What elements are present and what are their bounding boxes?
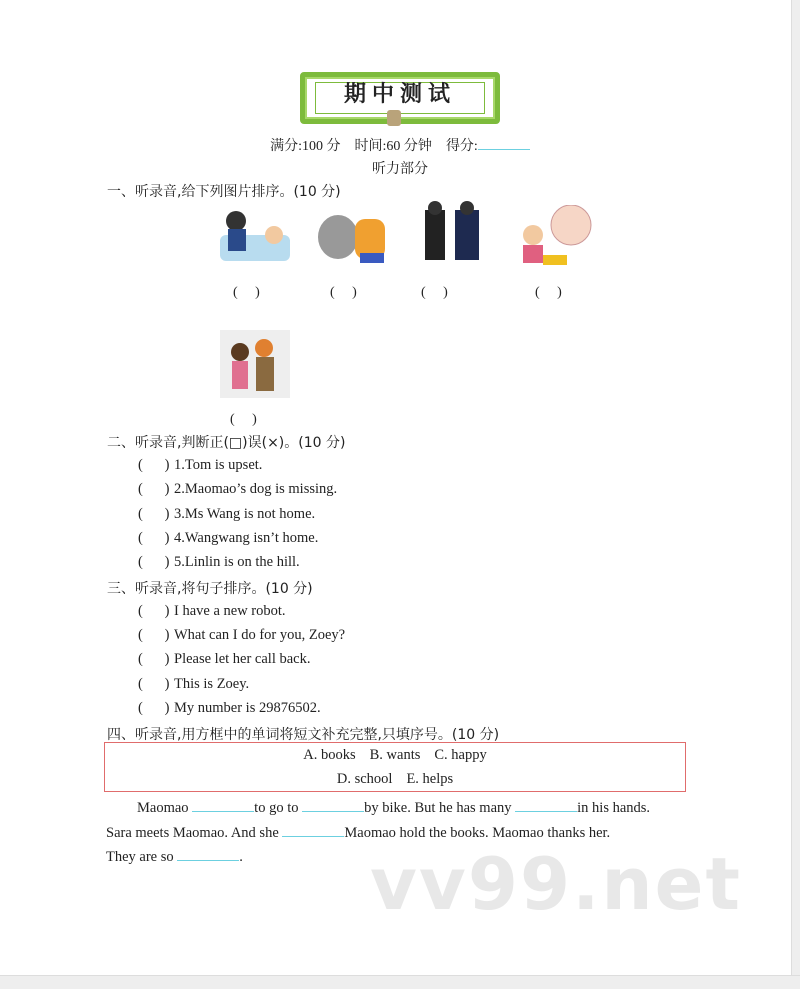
item-text: 2.Maomao’s dog is missing. bbox=[174, 481, 338, 497]
list-item bbox=[138, 457, 262, 474]
item-text: I have a new robot. bbox=[174, 603, 286, 619]
time-limit: 时间:60 分钟 bbox=[354, 139, 432, 154]
passage-text: in his hands. bbox=[577, 800, 651, 816]
item-text: 3.Ms Wang is not home. bbox=[174, 506, 316, 522]
fill-blank-1[interactable] bbox=[192, 799, 254, 812]
word-box bbox=[104, 742, 686, 792]
list-item bbox=[138, 530, 318, 547]
passage-text: Sara meets Maomao. And she bbox=[106, 824, 283, 841]
full-score: 满分:100 分 bbox=[270, 139, 341, 154]
score-label: 得分: bbox=[445, 139, 478, 154]
answer-blank-5[interactable]: ( ) bbox=[230, 412, 257, 427]
list-item bbox=[138, 627, 345, 644]
page-title: 期中测试 bbox=[315, 82, 485, 114]
picture-children-door bbox=[218, 328, 293, 400]
answer-paren[interactable]: ( ) bbox=[138, 627, 170, 643]
list-item bbox=[138, 700, 321, 717]
answer-blank-3[interactable]: ( ) bbox=[421, 285, 448, 300]
answer-paren[interactable]: ( ) bbox=[138, 700, 170, 716]
picture-elephant-tiger bbox=[310, 205, 392, 265]
score-field[interactable] bbox=[478, 137, 530, 150]
list-item bbox=[138, 676, 249, 693]
list-item bbox=[138, 651, 310, 668]
item-text: My number is 29876502. bbox=[174, 700, 321, 716]
passage-text: . bbox=[239, 849, 243, 865]
list-item bbox=[138, 603, 286, 620]
section-part: 听力部分 bbox=[372, 162, 428, 177]
item-text: 5.Linlin is on the hill. bbox=[174, 554, 300, 570]
list-item bbox=[138, 481, 337, 498]
fill-blank-5[interactable] bbox=[177, 848, 239, 861]
watermark: vv99.net bbox=[370, 842, 742, 926]
picture-phone-call bbox=[515, 205, 597, 265]
exam-meta bbox=[0, 135, 800, 155]
answer-blank-4[interactable]: ( ) bbox=[535, 285, 562, 300]
answer-blank-2[interactable]: ( ) bbox=[330, 285, 357, 300]
list-item bbox=[138, 506, 315, 523]
answer-paren[interactable]: ( ) bbox=[138, 457, 170, 473]
item-text: 1.Tom is upset. bbox=[174, 457, 263, 473]
section-4-heading: 四、听录音,用方框中的单词将短文补充完整,只填序号。(10 分) bbox=[107, 727, 500, 743]
fill-blank-2[interactable] bbox=[302, 799, 364, 812]
item-text: This is Zoey. bbox=[174, 676, 250, 692]
answer-paren[interactable]: ( ) bbox=[138, 506, 170, 522]
answer-paren[interactable]: ( ) bbox=[138, 554, 170, 570]
option: D. school bbox=[336, 771, 393, 787]
section-2-heading: 二、听录音,判断正(□)误(×)。(10 分) bbox=[107, 435, 346, 451]
option: B. wants bbox=[369, 747, 421, 763]
option: E. helps bbox=[406, 771, 454, 787]
list-item bbox=[138, 554, 300, 571]
passage-text: to go to bbox=[254, 800, 303, 816]
item-text: Please let her call back. bbox=[174, 651, 311, 667]
fill-blank-3[interactable] bbox=[515, 799, 577, 812]
option: A. books bbox=[303, 747, 356, 763]
picture-two-men bbox=[415, 200, 497, 260]
section-3-heading: 三、听录音,将句子排序。(10 分) bbox=[107, 581, 313, 597]
answer-paren[interactable]: ( ) bbox=[138, 651, 170, 667]
answer-paren[interactable]: ( ) bbox=[138, 676, 170, 692]
section-1-heading: 一、听录音,给下列图片排序。(10 分) bbox=[107, 184, 341, 200]
fill-blank-4[interactable] bbox=[282, 824, 344, 837]
option: C. happy bbox=[434, 747, 487, 763]
page-edge-bottom bbox=[0, 975, 800, 989]
passage-text: They are so bbox=[106, 849, 178, 865]
answer-blank-1[interactable]: ( ) bbox=[233, 285, 260, 300]
picture-sick-child bbox=[216, 205, 298, 265]
banner-tag-icon bbox=[387, 110, 401, 126]
passage-text: Maomao hold the books. Maomao thanks her. bbox=[344, 824, 611, 841]
item-text: 4.Wangwang isn’t home. bbox=[174, 530, 319, 546]
answer-paren[interactable]: ( ) bbox=[138, 481, 170, 497]
passage-text: by bike. But he has many bbox=[364, 800, 516, 816]
answer-paren[interactable]: ( ) bbox=[138, 530, 170, 546]
answer-paren[interactable]: ( ) bbox=[138, 603, 170, 619]
item-text: What can I do for you, Zoey? bbox=[174, 627, 346, 643]
passage-text: Maomao bbox=[137, 800, 193, 816]
